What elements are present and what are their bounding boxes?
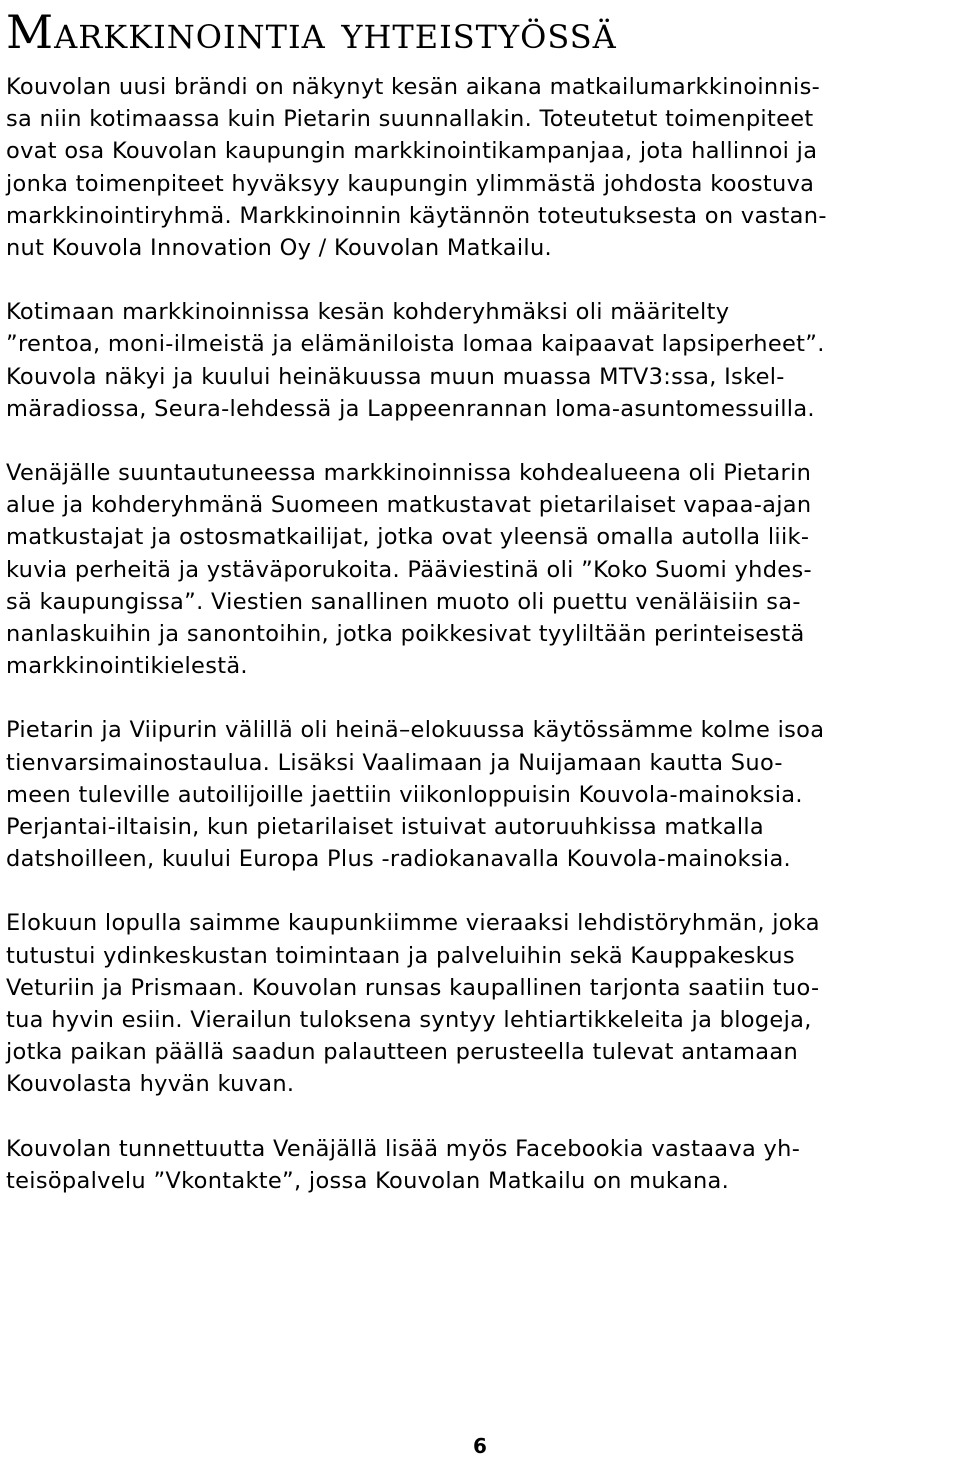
text-line: kuvia perheitä ja ystäväporukoita. Pääviestinä oli ”Koko Suomi yhdes- [6,556,812,583]
text-line: nut Kouvola Innovation Oy / Kouvolan Matkailu. [6,235,552,262]
text-line: datshoilleen, kuului Europa Plus -radiokanavalla Kouvola-mainoksia. [6,846,791,873]
text-line: tutustui ydinkeskustan toimintaan ja palveluihin sekä Kauppakeskus [6,942,795,969]
text-line: Kouvolan tunnettuutta Venäjällä lisää myös Facebookia vastaava yh- [6,1135,801,1162]
article-body [6,71,954,1229]
text-line: Venäjälle suuntautuneessa markkinoinnissa kohdealueena oli Pietarin [6,460,812,487]
text-line: Kouvolan uusi brändi on näkynyt kesän aikana matkailumarkkinoinnis- [6,74,821,100]
paragraph [6,1133,954,1197]
text-line: matkustajat ja ostosmatkailijat, jotka ovat yleensä omalla autolla liik- [6,524,810,551]
text-line: Kouvolasta hyvän kuvan. [6,1071,295,1098]
text-line: Pietarin ja Viipurin välillä oli heinä–elokuussa käytössämme kolme isoa [6,717,825,744]
text-line: tua hyvin esiin. Vierailun tuloksena syntyy lehtiartikkeleita ja blogeja, [6,1007,812,1034]
text-line: ovat osa Kouvolan kaupungin markkinointikampanjaa, jota hallinnoi ja [6,138,818,165]
text-line: Perjantai-iltaisin, kun pietarilaiset istuivat autoruuhkissa matkalla [6,814,765,841]
text-line: jonka toimenpiteet hyväksyy kaupungin ylimmästä johdosta koostuva [6,170,815,197]
paragraph [6,714,954,875]
text-line: markkinointiryhmä. Markkinoinnin käytännön toteutuksesta on vastan- [6,202,827,229]
paragraph [6,907,954,1100]
text-line: Kotimaan markkinoinnissa kesän kohderyhmäksi oli määritelty [6,299,730,326]
text-line: alue ja kohderyhmänä Suomeen matkustavat pietarilaiset vapaa-ajan [6,492,812,519]
page-number: 6 [473,1434,487,1458]
text-line: markkinointikielestä. [6,653,248,680]
text-line: Elokuun lopulla saimme kaupunkiimme vieraaksi lehdistöryhmän, joka [6,910,820,937]
paragraph [6,71,954,264]
text-line: jotka paikan päällä saadun palautteen perusteella tulevat antamaan [6,1039,799,1066]
paragraph [6,457,954,682]
text-line: tienvarsimainostaulua. Lisäksi Vaalimaan ja Nuijamaan kautta Suo- [6,749,783,776]
page-title: Markkinointia yhteistyössä [6,5,617,59]
text-line: nanlaskuihin ja sanontoihin, jotka poikkesivat tyyliltään perinteisestä [6,621,805,648]
text-line: märadiossa, Seura-lehdessä ja Lappeenrannan loma-asuntomessuilla. [6,395,815,422]
text-line: teisöpalvelu ”Vkontakte”, jossa Kouvolan Matkailu on mukana. [6,1167,730,1194]
paragraph [6,296,954,425]
text-line: sä kaupungissa”. Viestien sanallinen muoto oli puettu venäläisiin sa- [6,588,801,615]
text-line: ”rentoa, moni-ilmeistä ja elämäniloista lomaa kaipaavat lapsiperheet”. [6,331,825,358]
text-line: Kouvola näkyi ja kuului heinäkuussa muun muassa MTV3:ssa, Iskel- [6,363,785,390]
text-line: sa niin kotimaassa kuin Pietarin suunnallakin. Toteutetut toimenpiteet [6,106,814,133]
text-line: Veturiin ja Prismaan. Kouvolan runsas kaupallinen tarjonta saatiin tuo- [6,974,820,1001]
text-line: meen tuleville autoilijoille jaettiin viikonloppuisin Kouvola-mainoksia. [6,781,803,808]
